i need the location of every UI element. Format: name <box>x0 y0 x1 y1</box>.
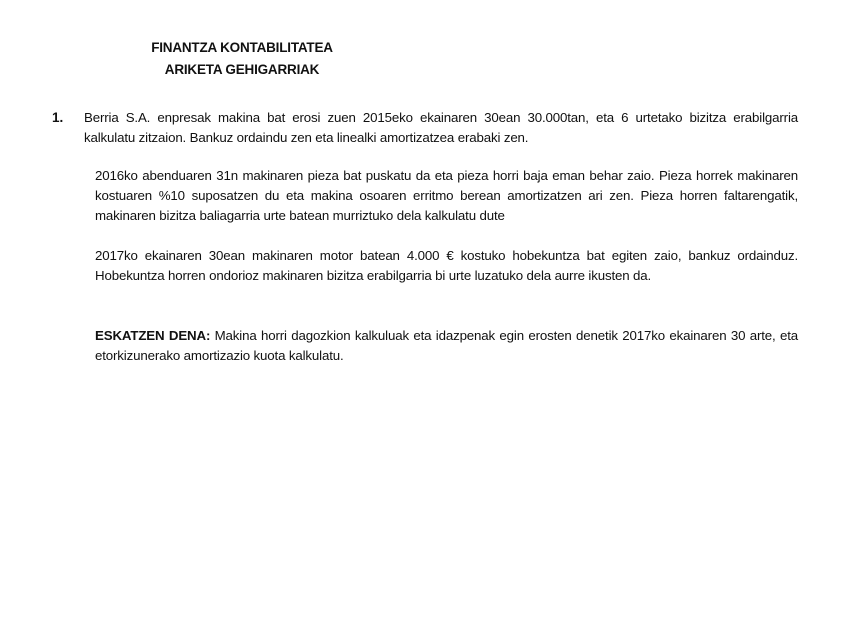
document-title: FINANTZA KONTABILITATEA <box>151 40 333 55</box>
request-paragraph <box>95 326 798 366</box>
request-label: ESKATZEN DENA: <box>95 328 211 343</box>
event-2016-paragraph: 2016ko abenduaren 31n makinaren pieza bat puskatu da eta pieza horri baja eman behar zaio. Pieza horrek makinaren kostuaren %10 suposatzen du eta makina osoaren erritmo berean amortizatzen ari zen. Pieza horren faltarengatik, makinaren bizitza baliagarria urte batean murriztuko dela kalkulatu dute <box>95 168 798 223</box>
request-text: Makina horri dagozkion kalkuluak eta idazpenak egin erosten denetik 2017ko ekainaren 30 arte, eta etorkizunerako amortizazio kuota kalkulatu. <box>95 328 798 363</box>
exercise-intro-paragraph: Berria S.A. enpresak makina bat erosi zuen 2015eko ekainaren 30ean 30.000tan, eta 6 urtetako bizitza erabilgarria kalkulatu zitzaion. Bankuz ordaindu zen eta linealki amortizatzea erabaki zen. <box>84 110 798 145</box>
document-subtitle: ARIKETA GEHIGARRIAK <box>164 62 320 77</box>
event-2017-paragraph: 2017ko ekainaren 30ean makinaren motor batean 4.000 € kostuko hobekuntza bat egiten zaio, bankuz ordainduz. Hobekuntza horren ondorioz makinaren bizitza erabilgarria bi urte luzatuko dela aurre ikusten da. <box>95 248 798 283</box>
exercise-number: 1. <box>52 110 64 125</box>
